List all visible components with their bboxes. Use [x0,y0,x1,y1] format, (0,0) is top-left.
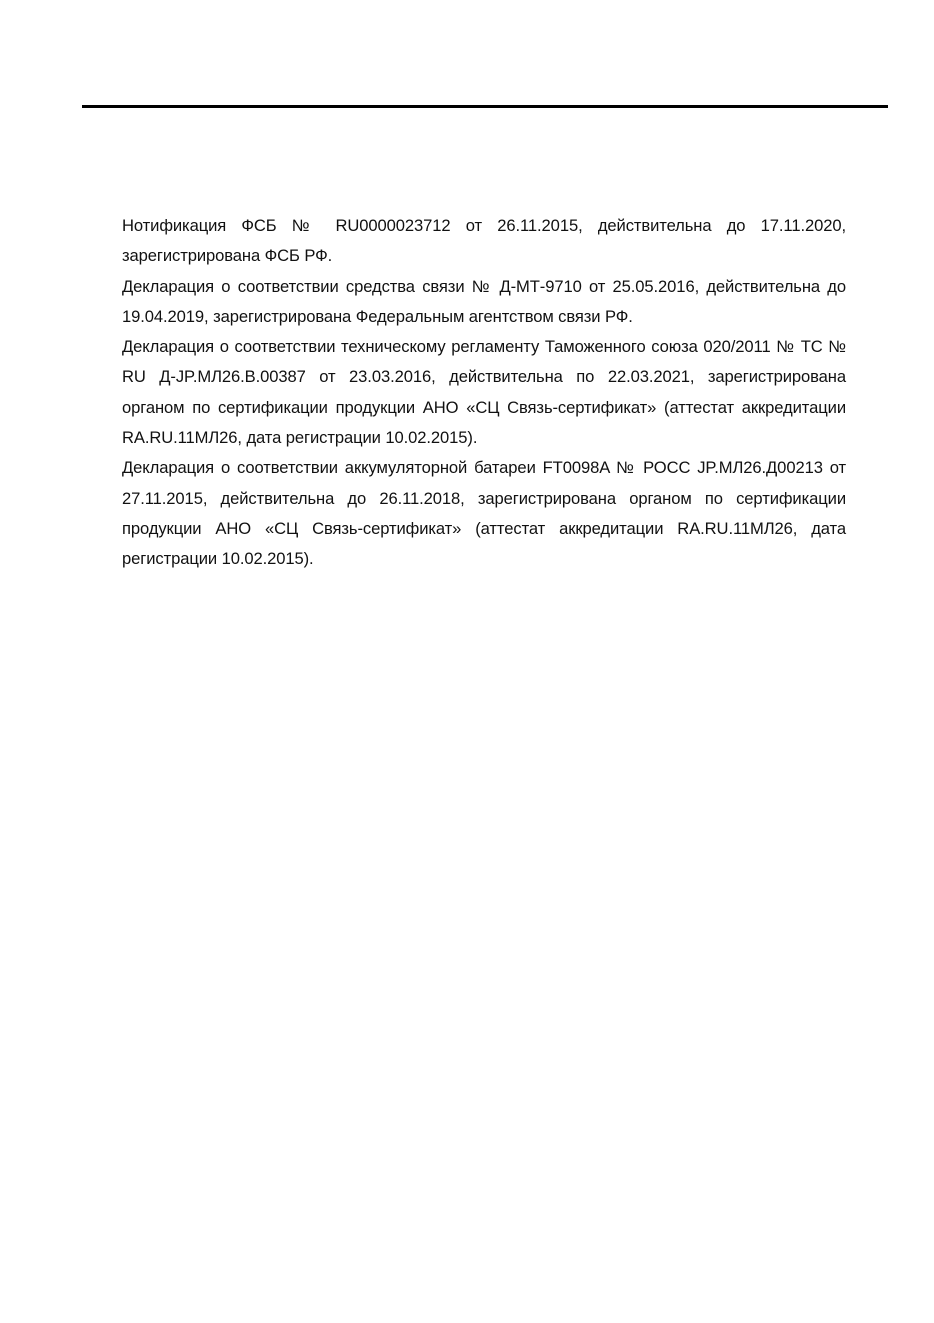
certification-text [122,211,846,575]
customs-union-declaration-paragraph: Декларация о соответствии техническому регламенту Таможенного союза 020/2011 № ТС № RU Д-JP.МЛ26.В.00387 от 23.03.2016, действительна по 22.03.2021, зарегистрирована органом по сертификации продукции АНО «СЦ Связь-сертификат» (аттестат аккредитации RA.RU.11МЛ26, дата регистрации 10.02.2015). [122,337,846,448]
battery-declaration-paragraph: Декларация о соответствии аккумуляторной батареи FT0098A № РОСС JP.МЛ26.Д00213 от 27.11.2015, действительна до 26.11.2018, зарегистрирована органом по сертификации продукции АНО «СЦ Связь-сертификат» (аттестат аккредитации RA.RU.11МЛ26, дата регистрации 10.02.2015). [122,458,846,569]
header-rule [82,105,888,108]
communication-declaration-paragraph: Декларация о соответствии средства связи № Д-МТ-9710 от 25.05.2016, действительна до 19.04.2019, зарегистрирована Федеральным агентством связи РФ. [122,276,846,326]
fsb-notification-paragraph: Нотификация ФСБ № RU0000023712 от 26.11.2015, действительна до 17.11.2020, зарегистрирована ФСБ РФ. [122,216,846,266]
